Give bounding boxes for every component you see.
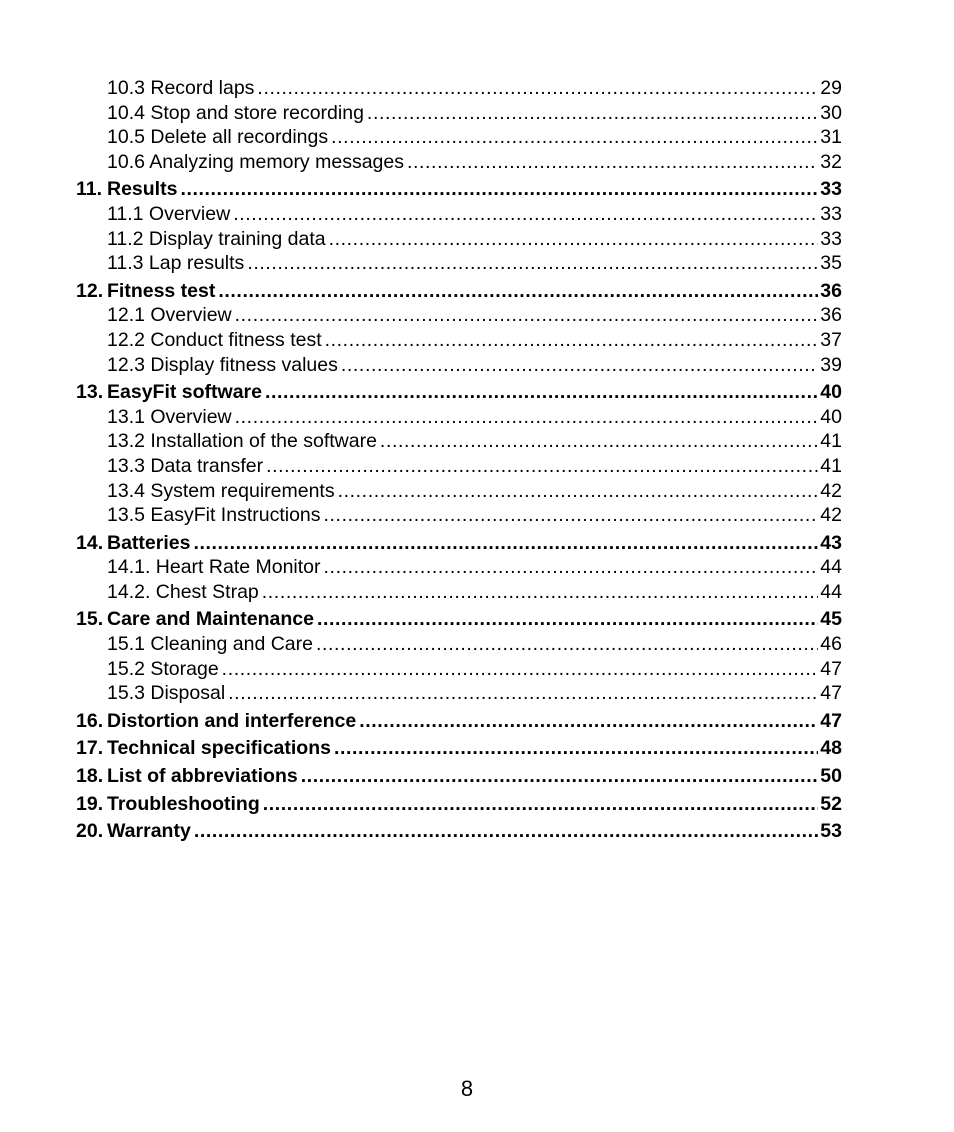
toc-chapter-entry[interactable] bbox=[76, 531, 842, 556]
toc-dot-leader bbox=[265, 380, 818, 405]
toc-entry-title: 14.2. Chest Strap bbox=[107, 580, 259, 603]
toc-chapter-entry[interactable] bbox=[76, 607, 842, 632]
toc-dot-leader bbox=[325, 328, 819, 353]
toc-chapter-entry[interactable] bbox=[76, 177, 842, 202]
toc-entry-page: 53 bbox=[820, 820, 842, 843]
toc-chapter-number: 11. bbox=[76, 178, 103, 201]
toc-chapter-entry[interactable] bbox=[76, 736, 842, 761]
toc-chapter-number: 20. bbox=[76, 820, 104, 843]
toc-entry-title: 10.3 Record laps bbox=[107, 77, 255, 99]
toc-dot-leader bbox=[218, 279, 818, 304]
toc-entry-title: List of abbreviations bbox=[107, 765, 298, 788]
toc-chapter-number: 16. bbox=[76, 709, 104, 732]
toc-section-entry[interactable] bbox=[76, 632, 842, 657]
toc-chapter-number: 14. bbox=[76, 531, 104, 554]
toc-dot-leader bbox=[228, 681, 818, 706]
toc-entry-page: 33 bbox=[820, 227, 842, 250]
toc-entry-title: 15.1 Cleaning and Care bbox=[107, 633, 313, 656]
toc-entry-page: 47 bbox=[820, 709, 842, 732]
toc-entry-title: Care and Maintenance bbox=[107, 608, 314, 631]
toc-entry-page: 36 bbox=[820, 304, 842, 327]
toc-entry-page: 37 bbox=[820, 328, 842, 351]
toc-entry-page: 50 bbox=[820, 765, 842, 788]
toc-chapter-number: 12. bbox=[76, 279, 104, 302]
toc-dot-leader bbox=[193, 531, 818, 556]
toc-entry-title: 13.3 Data transfer bbox=[107, 454, 264, 477]
page-number: 8 bbox=[460, 1076, 474, 1101]
toc-section-entry[interactable] bbox=[76, 150, 842, 175]
toc-chapter-number: 15. bbox=[76, 608, 104, 631]
toc-entry-title: EasyFit software bbox=[107, 381, 262, 404]
toc-dot-leader bbox=[334, 736, 818, 761]
toc-entry-title: 12.3 Display fitness values bbox=[107, 353, 338, 376]
toc-dot-leader bbox=[329, 227, 819, 252]
toc-chapter-number: 18. bbox=[76, 765, 104, 788]
toc-entry-title: 13.2 Installation of the software bbox=[107, 430, 377, 453]
toc-entry-title: 10.6 Analyzing memory messages bbox=[107, 150, 404, 173]
toc-entry-page: 46 bbox=[820, 633, 842, 656]
toc-entry-title: Results bbox=[107, 178, 178, 201]
toc-entry-title: 11.2 Display training data bbox=[107, 227, 326, 250]
toc-entry-title: Technical specifications bbox=[107, 737, 331, 760]
toc-entry-page: 44 bbox=[820, 580, 842, 603]
toc-chapter-entry[interactable] bbox=[76, 764, 842, 789]
toc-entry-title: Distortion and interference bbox=[107, 709, 357, 732]
toc-dot-leader bbox=[263, 792, 819, 817]
toc-dot-leader bbox=[266, 454, 818, 479]
toc-dot-leader bbox=[222, 657, 819, 682]
toc-dot-leader bbox=[235, 303, 819, 328]
toc-entry-title: 12.2 Conduct fitness test bbox=[107, 328, 322, 351]
toc-entry-page: 48 bbox=[820, 737, 842, 760]
toc-chapter-number: 13. bbox=[76, 381, 104, 404]
toc-entry-page: 33 bbox=[820, 178, 842, 201]
toc-entry-page: 35 bbox=[820, 252, 842, 275]
toc-entry-page: 40 bbox=[820, 405, 842, 428]
toc-entry-page: 45 bbox=[820, 608, 842, 631]
toc-entry-title: 11.3 Lap results bbox=[107, 252, 245, 275]
toc-chapter-entry[interactable] bbox=[76, 709, 842, 734]
toc-dot-leader bbox=[324, 503, 819, 528]
toc-section-entry[interactable] bbox=[76, 555, 842, 580]
toc-section-entry[interactable] bbox=[76, 125, 842, 150]
toc-section-entry[interactable] bbox=[76, 101, 842, 126]
toc-dot-leader bbox=[407, 150, 818, 175]
toc-entry-title: 13.4 System requirements bbox=[107, 479, 335, 502]
toc-entry-title: 13.1 Overview bbox=[107, 405, 232, 428]
toc-entry-title: Fitness test bbox=[107, 279, 216, 302]
toc-section-entry[interactable] bbox=[76, 227, 842, 252]
toc-entry-page: 39 bbox=[820, 353, 842, 376]
toc-dot-leader bbox=[316, 632, 818, 657]
toc-dot-leader bbox=[257, 76, 818, 101]
toc-entry-page: 41 bbox=[820, 430, 842, 453]
toc-section-entry[interactable] bbox=[76, 303, 842, 328]
toc-entry-page: 43 bbox=[820, 531, 842, 554]
toc-dot-leader bbox=[235, 405, 819, 430]
toc-chapter-number: 19. bbox=[76, 792, 104, 815]
toc-entry-page: 31 bbox=[820, 126, 842, 149]
toc-entry-page: 41 bbox=[820, 454, 842, 477]
toc-entry-page: 47 bbox=[820, 657, 842, 680]
toc-dot-leader bbox=[194, 819, 818, 844]
toc-dot-leader bbox=[338, 479, 819, 504]
toc-entry-title: Troubleshooting bbox=[107, 792, 260, 815]
toc-entry-title: 10.4 Stop and store recording bbox=[107, 101, 364, 124]
toc-entry-page: 47 bbox=[820, 682, 842, 705]
toc-chapter-entry[interactable] bbox=[76, 792, 842, 817]
toc-entry-title: 14.1. Heart Rate Monitor bbox=[107, 556, 321, 579]
toc-chapter-entry[interactable] bbox=[76, 380, 842, 405]
toc-section-entry[interactable] bbox=[76, 454, 842, 479]
toc-chapter-number: 17. bbox=[76, 737, 104, 760]
toc-section-entry[interactable] bbox=[76, 328, 842, 353]
toc-dot-leader bbox=[380, 429, 818, 454]
toc-dot-leader bbox=[180, 177, 818, 202]
toc-section-entry[interactable] bbox=[76, 353, 842, 378]
toc-section-entry[interactable] bbox=[76, 657, 842, 682]
toc-entry-title: Warranty bbox=[107, 820, 191, 843]
toc-entry-page: 32 bbox=[820, 150, 842, 173]
toc-dot-leader bbox=[324, 555, 819, 580]
toc-dot-leader bbox=[301, 764, 819, 789]
toc-section-entry[interactable] bbox=[76, 681, 842, 706]
toc-section-entry[interactable] bbox=[76, 202, 842, 227]
toc-entry-title: 11.1 Overview bbox=[107, 202, 231, 225]
toc-section-entry[interactable] bbox=[76, 580, 842, 605]
table-of-contents bbox=[76, 76, 842, 844]
toc-dot-leader bbox=[247, 251, 818, 276]
toc-entry-title: 10.5 Delete all recordings bbox=[107, 126, 329, 149]
toc-entry-title: 15.2 Storage bbox=[107, 657, 219, 680]
toc-section-entry[interactable] bbox=[76, 503, 842, 528]
toc-entry-title: 15.3 Disposal bbox=[107, 682, 226, 705]
toc-entry-title: 12.1 Overview bbox=[107, 304, 232, 327]
toc-chapter-entry[interactable] bbox=[76, 819, 842, 844]
toc-dot-leader bbox=[359, 709, 818, 734]
toc-entry-page: 52 bbox=[820, 792, 842, 815]
toc-dot-leader bbox=[331, 125, 818, 150]
toc-section-entry[interactable] bbox=[76, 251, 842, 276]
toc-chapter-entry[interactable] bbox=[76, 279, 842, 304]
toc-entry-page: 42 bbox=[820, 479, 842, 502]
toc-entry-title: 13.5 EasyFit Instructions bbox=[107, 504, 321, 527]
toc-dot-leader bbox=[262, 580, 819, 605]
toc-entry-page: 29 bbox=[820, 77, 842, 99]
toc-section-entry[interactable] bbox=[76, 76, 842, 101]
toc-entry-page: 33 bbox=[820, 202, 842, 225]
toc-entry-page: 36 bbox=[820, 279, 842, 302]
toc-dot-leader bbox=[367, 101, 818, 126]
toc-dot-leader bbox=[341, 353, 818, 378]
toc-entry-page: 40 bbox=[820, 381, 842, 404]
toc-section-entry[interactable] bbox=[76, 479, 842, 504]
toc-section-entry[interactable] bbox=[76, 405, 842, 430]
toc-dot-leader bbox=[233, 202, 818, 227]
toc-entry-title: Batteries bbox=[107, 531, 191, 554]
toc-section-entry[interactable] bbox=[76, 429, 842, 454]
toc-entry-page: 44 bbox=[820, 556, 842, 579]
toc-dot-leader bbox=[317, 607, 818, 632]
toc-entry-page: 30 bbox=[820, 101, 842, 124]
toc-entry-page: 42 bbox=[820, 504, 842, 527]
